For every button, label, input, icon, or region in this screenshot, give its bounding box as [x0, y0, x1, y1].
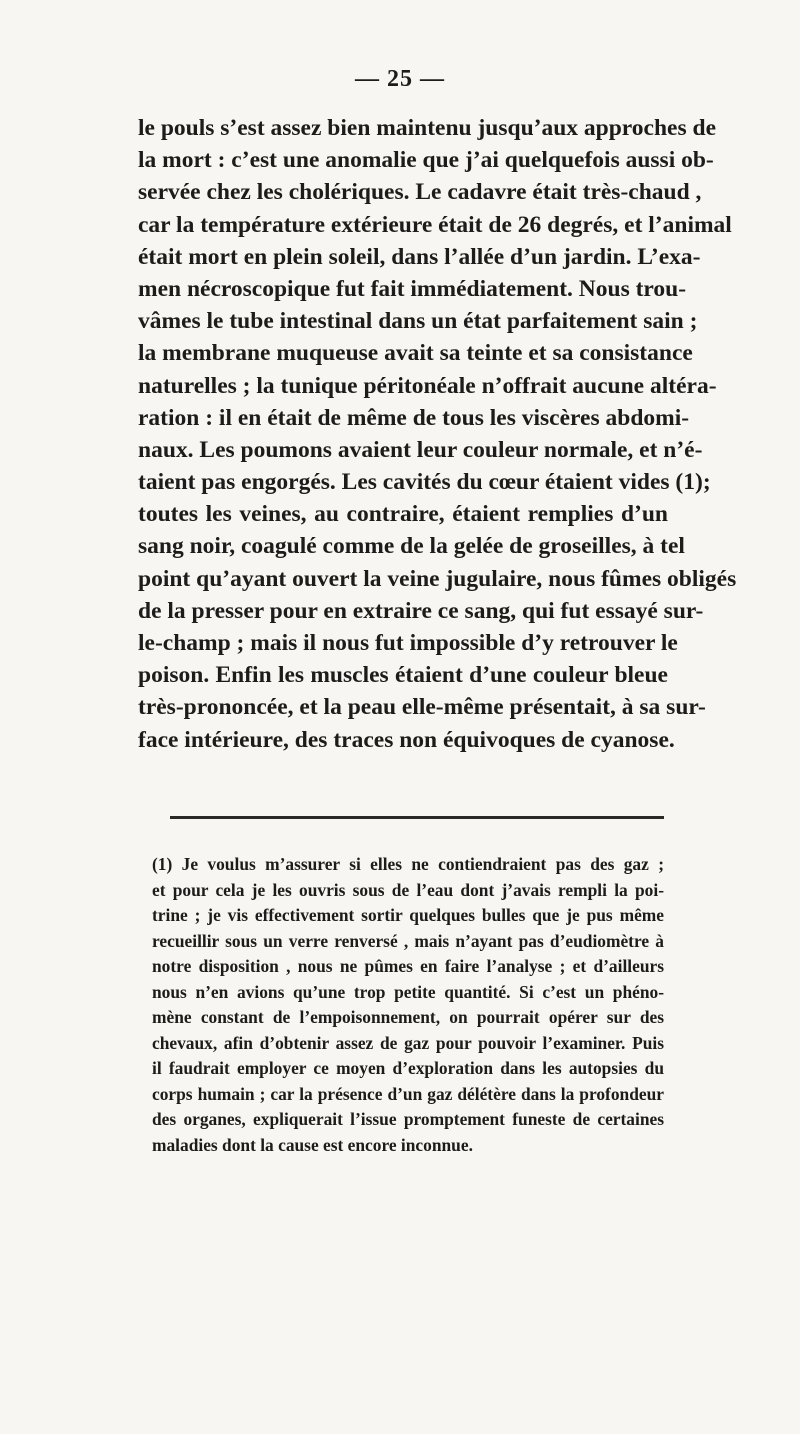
body-line: de la presser pour en extraire ce sang, qui fut essayé sur-: [138, 597, 704, 624]
footnote-line: mène constant de l’empoisonnement, on pourrait opérer sur des: [152, 1007, 664, 1027]
body-line: face intérieure, des traces non équivoques de cyanose.: [138, 726, 675, 753]
main-text-block: [138, 112, 737, 756]
footnote-line: notre disposition , nous ne pûmes en faire l’analyse ; et d’ailleurs: [152, 956, 664, 976]
footnote-line: (1) Je voulus m’assurer si elles ne contiendraient pas des gaz ;: [152, 854, 664, 874]
footnote-line: recueillir sous un verre renversé , mais n’ayant pas d’eudiomètre à: [152, 930, 664, 951]
body-line: sang noir, coagulé comme de la gelée de groseilles, à tel: [138, 533, 685, 560]
body-line: le pouls s’est assez bien maintenu jusqu’aux approches de: [138, 115, 717, 141]
footnote-block: [152, 852, 664, 1158]
body-line: poison. Enfin les muscles étaient d’une couleur bleue: [138, 662, 668, 689]
body-line: taient pas engorgés. Les cavités du cœur étaient vides (1);: [138, 469, 711, 496]
footnote-line: maladies dont la cause est encore inconnue.: [152, 1134, 473, 1155]
footnote-line: des organes, expliquerait l’issue promptement funeste de certaines: [152, 1109, 664, 1129]
footnote-line: il faudrait employer ce moyen d’exploration dans les autopsies du: [152, 1058, 664, 1078]
footnote-line: corps humain ; car la présence d’un gaz délétère dans la profondeur: [152, 1083, 664, 1104]
body-line: la mort : c’est une anomalie que j’ai quelquefois aussi ob-: [138, 147, 714, 174]
body-line: toutes les veines, au contraire, étaient remplies d’un: [138, 501, 668, 528]
body-line: la membrane muqueuse avait sa teinte et sa consistance: [138, 340, 693, 367]
footnote-line: et pour cela je les ouvris sous de l’eau dont j’avais rempli la poi-: [152, 879, 664, 900]
footnote-separator: [170, 816, 664, 819]
body-line: était mort en plein soleil, dans l’allée d’un jardin. L’exa-: [138, 243, 701, 270]
body-line: le-champ ; mais il nous fut impossible d’y retrouver le: [138, 630, 678, 656]
footnote-line: trine ; je vis effectivement sortir quelques bulles que je pus même: [152, 905, 664, 925]
body-line: vâmes le tube intestinal dans un état parfaitement sain ;: [138, 308, 698, 335]
body-line: ration : il en était de même de tous les viscères abdomi-: [138, 404, 690, 431]
body-line: servée chez les cholériques. Le cadavre était très-chaud ,: [138, 179, 702, 206]
body-line: men nécroscopique fut fait immédiatement. Nous trou-: [138, 275, 687, 302]
body-line: très-prononcée, et la peau elle-même présentait, à sa sur-: [138, 694, 706, 721]
body-line: car la température extérieure était de 26 degrés, et l’animal: [138, 211, 732, 238]
body-line: naturelles ; la tunique péritonéale n’offrait aucune altéra-: [138, 372, 717, 399]
page-number: — 25 —: [355, 66, 445, 92]
body-line: naux. Les poumons avaient leur couleur normale, et n’é-: [138, 436, 703, 463]
body-line: point qu’ayant ouvert la veine jugulaire, nous fûmes obligés: [138, 565, 737, 592]
footnote-line: chevaux, afin d’obtenir assez de gaz pour pouvoir l’examiner. Puis: [152, 1032, 664, 1053]
footnote-line: nous n’en avions qu’une trop petite quantité. Si c’est un phéno-: [152, 981, 664, 1002]
